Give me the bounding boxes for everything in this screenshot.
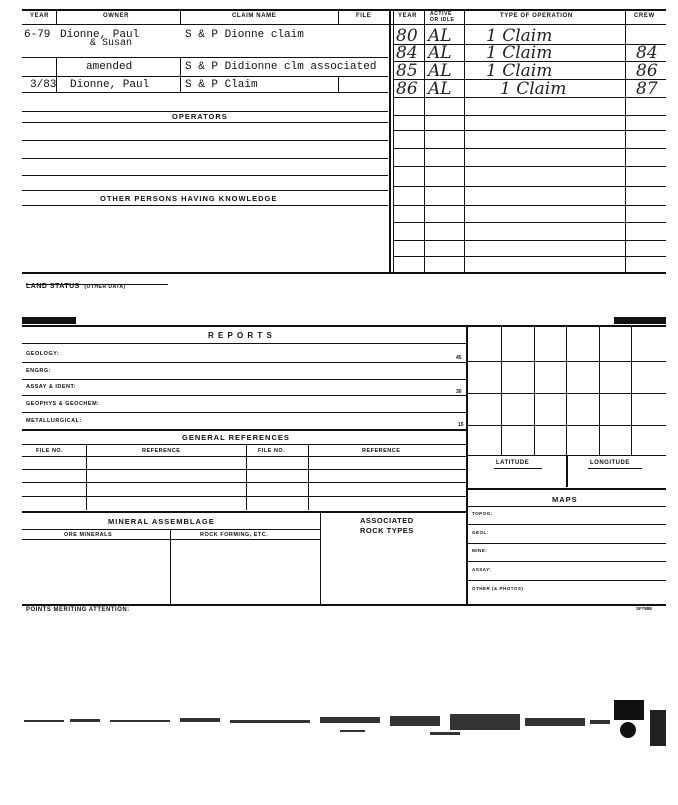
header-file-no: FILE NO. — [36, 448, 64, 454]
header-claim-name: CLAIM NAME — [232, 13, 277, 19]
activity-year: 86 — [396, 79, 418, 99]
header-file: FILE — [356, 13, 372, 19]
report-code: 45 — [456, 355, 462, 361]
row-rule — [466, 506, 666, 507]
divider — [566, 455, 568, 487]
row-rule — [466, 561, 666, 562]
row-rule — [393, 148, 666, 149]
report-code: 15 — [458, 422, 464, 428]
row-rule — [22, 190, 388, 191]
header-year: YEAR — [30, 13, 50, 19]
scan-noise — [0, 700, 678, 760]
activity-crew: 87 — [636, 79, 658, 99]
divider — [424, 9, 425, 272]
row-rule — [22, 529, 320, 530]
row-rule — [22, 158, 388, 159]
latitude-label: LATITUDE — [496, 460, 530, 466]
activity-status: AL — [428, 79, 452, 99]
claim-owner-extra: & Susan — [90, 38, 133, 49]
activity-year: 80 — [396, 26, 418, 46]
operators-heading: OPERATORS — [172, 112, 228, 121]
map-label: ASSAY: — [472, 567, 492, 572]
row-rule — [22, 395, 466, 396]
row-rule — [22, 444, 466, 445]
activity-crew: 84 — [636, 43, 658, 63]
row-rule — [22, 496, 466, 497]
activity-crew: 86 — [636, 61, 658, 81]
divider — [86, 444, 87, 510]
row-rule — [22, 412, 466, 413]
report-code: 30 — [456, 389, 462, 395]
row-rule — [22, 379, 466, 380]
row-rule — [22, 205, 388, 206]
row-rule — [393, 240, 666, 241]
row-rule — [466, 543, 666, 544]
divider — [338, 9, 339, 24]
row-rule — [22, 456, 466, 457]
claim-year: 3/83 — [30, 79, 57, 91]
top-border — [22, 9, 666, 11]
grid-line — [466, 361, 666, 362]
report-label: GEOLOGY: — [26, 351, 60, 357]
activity-status: AL — [428, 26, 452, 46]
header-bottom-rule — [22, 24, 666, 25]
grid-line — [501, 325, 502, 455]
underline — [588, 468, 642, 469]
divider — [338, 76, 339, 92]
row-rule — [22, 539, 320, 540]
activity-operation: 1 Claim — [486, 43, 553, 63]
row-rule — [22, 57, 388, 58]
grid-line — [534, 325, 535, 455]
section-rule — [22, 511, 466, 513]
other-persons-heading: OTHER PERSONS HAVING KNOWLEDGE — [100, 194, 278, 203]
section-rule — [22, 429, 466, 431]
divider — [320, 511, 321, 605]
header-reference: REFERENCE — [362, 448, 401, 454]
reports-right-border — [466, 325, 468, 605]
row-rule — [393, 205, 666, 206]
row-rule — [393, 186, 666, 187]
row-rule — [393, 256, 666, 257]
map-label: TOPOG: — [472, 511, 493, 516]
row-rule — [393, 130, 666, 131]
report-label: ENGRG: — [26, 368, 51, 374]
activity-year: 84 — [396, 43, 418, 63]
claim-owner: Dionne, Paul — [70, 79, 150, 91]
points-meriting-label: POINTS MERITING ATTENTION: — [26, 607, 130, 613]
row-rule — [393, 166, 666, 167]
map-label: OTHER (& PHOTOS) — [472, 586, 524, 591]
scan-mark — [22, 317, 76, 324]
row-rule — [466, 524, 666, 525]
row-rule — [22, 482, 466, 483]
row-rule — [22, 122, 388, 123]
report-label: METALLURGICAL: — [26, 418, 82, 424]
row-rule — [22, 92, 388, 93]
longitude-label: LONGITUDE — [590, 460, 630, 466]
maps-heading: MAPS — [552, 495, 578, 504]
header-file-no: FILE NO. — [258, 448, 286, 454]
divider — [308, 444, 309, 510]
row-rule — [22, 343, 466, 344]
divider — [625, 9, 626, 272]
row-rule — [393, 115, 666, 116]
grid-line — [631, 325, 632, 455]
grid-line — [466, 393, 666, 394]
header-owner: OWNER — [103, 13, 129, 19]
scan-mark — [614, 317, 666, 324]
land-status-label: LAND STATUS (OTHER DATA) — [26, 283, 126, 290]
activity-status: AL — [428, 61, 452, 81]
header-active-idle: ACTIVE OR IDLE — [430, 11, 455, 23]
claim-owner: Dionne, Paul — [60, 29, 140, 41]
header-rock-forming: ROCK FORMING, ETC. — [200, 532, 269, 538]
underline — [494, 468, 542, 469]
mineral-assemblage-heading: MINERAL ASSEMBLAGE — [108, 517, 215, 526]
grid-line — [466, 425, 666, 426]
claim-name: S & P Dionne claim — [185, 29, 304, 41]
activity-year: 85 — [396, 61, 418, 81]
divider — [180, 57, 181, 92]
row-rule — [22, 469, 466, 470]
map-label: MINE: — [472, 548, 488, 553]
row-rule — [22, 175, 388, 176]
claim-name: S & P Didionne clm associated — [185, 61, 377, 73]
underline — [26, 284, 168, 285]
row-rule — [22, 140, 388, 141]
activity-status: AL — [428, 43, 452, 63]
row-rule — [22, 76, 388, 77]
associated-rock-types-heading-2: ROCK TYPES — [360, 526, 414, 535]
section-rule — [466, 488, 666, 490]
associated-rock-types-heading: ASSOCIATED — [360, 516, 414, 525]
row-rule — [393, 222, 666, 223]
grid-line — [566, 325, 567, 455]
divider — [464, 9, 465, 272]
claims-right-border — [389, 9, 391, 272]
divider — [56, 9, 57, 24]
report-label: ASSAY & IDENT: — [26, 384, 77, 390]
header-crew: CREW — [634, 13, 655, 19]
activity-operation: 1 Claim — [486, 61, 553, 81]
divider — [170, 529, 171, 605]
activity-operation: 1 Claim — [486, 26, 553, 46]
claim-owner: amended — [86, 61, 133, 73]
report-label: GEOPHYS & GEOCHEM: — [26, 401, 100, 407]
header-type-of-operation: TYPE OF OPERATION — [500, 13, 573, 19]
header-activity-year: YEAR — [398, 13, 418, 19]
map-label: GEOL: — [472, 530, 489, 535]
section-rule — [22, 604, 666, 606]
divider — [246, 444, 247, 510]
header-ore-minerals: ORE MINERALS — [64, 532, 113, 538]
header-reference: REFERENCE — [142, 448, 181, 454]
section-rule — [22, 272, 666, 274]
row-rule — [466, 580, 666, 581]
divider — [180, 9, 181, 24]
form-number: SF7888 — [636, 606, 652, 611]
activity-left-border — [393, 9, 394, 272]
activity-operation: 1 Claim — [500, 79, 567, 99]
grid-line — [599, 325, 600, 455]
section-rule — [22, 325, 666, 327]
general-references-heading: GENERAL REFERENCES — [182, 433, 290, 442]
claim-name: S & P Claim — [185, 79, 258, 91]
claim-year: 6-79 — [24, 29, 51, 41]
reports-heading: R E P O R T S — [208, 331, 273, 340]
row-rule — [22, 362, 466, 363]
